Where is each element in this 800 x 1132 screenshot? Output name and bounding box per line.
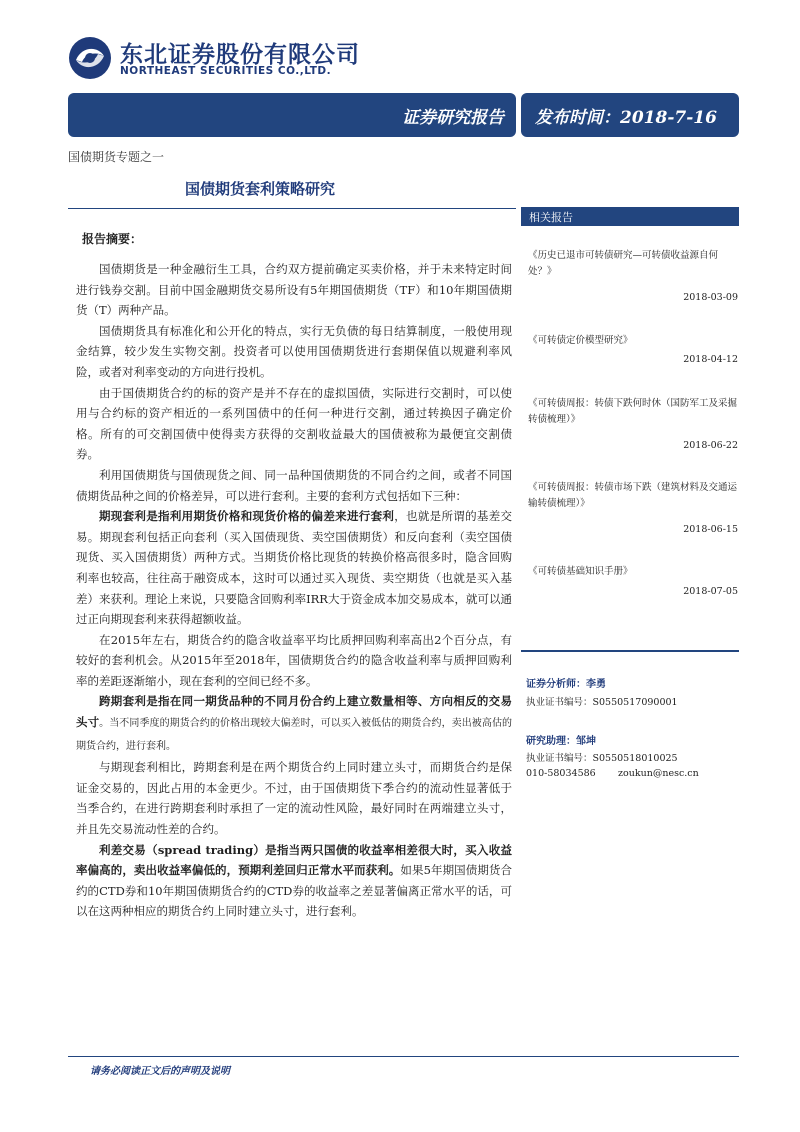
paragraph-4: 利用国债期货与国债现货之间、同一品种国债期货的不同合约之间，或者不同国债期货品种之间的价格差异，可以进行套利。主要的套利方式包括如下三种： xyxy=(76,467,512,503)
sidebar-divider xyxy=(521,650,739,652)
paragraph-5-text: ，也就是所谓的基差交易。期现套利包括正向套利（买入国债现货、卖空国债期货）和反向套利（卖空国债现货、买入国债期货）两种方式。当期货价格比现货的转换价格高很多时，隐含回购利率也较高，往往高于融资成本，这时可以通过买入现货、卖空期货（也就是买入基差）来获利。理论上来说，只要隐含回购利率IRR大于资金成本加交易成本，就可以通过正向期现套利来获得超额收益。 xyxy=(76,509,512,627)
abstract-label: 报告摘要： xyxy=(82,232,143,246)
paragraph-6: 在2015年左右，期货合约的隐含收益率平均比质押回购利率高出2个百分点，有较好的套利机会。从2015年至2018年，国债期货合约的隐含收益利率与质押回购利率的差距逐渐缩小，现在套利的空间已经不多。 xyxy=(76,632,512,688)
company-name-en: NORTHEAST SECURITIES CO.,LTD. xyxy=(120,65,332,77)
related-report-title[interactable]: 《历史已退市可转债研究—可转债收益源自何处？》 xyxy=(528,250,719,277)
related-reports-heading: 相关报告 xyxy=(529,211,573,224)
company-logo-icon xyxy=(68,36,112,80)
company-name-cn: 东北证券股份有限公司 xyxy=(120,42,360,68)
abstract-body xyxy=(76,259,512,922)
related-report-date: 2018-07-05 xyxy=(683,586,738,597)
footer-divider xyxy=(68,1056,739,1057)
related-report-date: 2018-06-15 xyxy=(683,524,738,535)
paragraph-1: 国债期货是一种金融衍生工具，合约双方提前确定买卖价格，并于未来特定时间进行钱券交割。目前中国金融期货交易所设有5年期国债期货（TF）和10年期国债期货（T）两种产品。 xyxy=(76,262,512,318)
publish-date-banner xyxy=(521,93,739,137)
related-report-title[interactable]: 《可转债定价模型研究》 xyxy=(528,335,633,346)
analyst-name: 证券分析师：李勇 xyxy=(526,679,606,690)
assistant-email[interactable]: zoukun@nesc.cn xyxy=(618,768,699,779)
publish-date: 发布时间：2018-7-16 xyxy=(535,108,717,128)
footer-disclaimer[interactable]: 请务必阅读正文后的声明及说明 xyxy=(90,1066,230,1077)
paragraph-2: 国债期货具有标准化和公开化的特点，实行无负债的每日结算制度，一般使用现金结算，较少发生实物交割。投资者可以使用国债期货进行套期保值以规避利率风险，或者对利率变动的方向进行投机。 xyxy=(76,323,512,379)
related-report-date: 2018-04-12 xyxy=(683,354,738,365)
paragraph-9-text: 如果5年期国债期货合约的CTD券和10年期国债期货合约的CTD券的收益率之差显著偏离正常水平的话，可以在这两种相应的期货合约上同时建立头寸，进行套利。 xyxy=(76,863,512,919)
paragraph-7-lead: 跨期套利是指在同一期货品种的不同月份合约上建立数量相等、方向相反的交易头寸 xyxy=(76,694,512,730)
analyst-cert: 执业证书编号：S0550517090001 xyxy=(526,697,678,708)
paragraph-7-text: 。当不同季度的期货合约的价格出现较大偏差时，可以买入被低估的期货合约，卖出被高估的期货合约，进行套利。 xyxy=(76,718,513,752)
related-report-date: 2018-03-09 xyxy=(683,292,738,303)
paragraph-3: 由于国债期货合约的标的资产是并不存在的虚拟国债，实际进行交割时，可以使用与合约标的资产相近的一系列国债中的任何一种进行交割，通过转换因子确定价格。所有的可交割国债中使得卖方获得的交割收益最大的国债被称为最便宜交割债券。 xyxy=(76,385,512,462)
assistant-name: 研究助理：邹坤 xyxy=(526,736,596,747)
related-report-title[interactable]: 《可转债周报：转债下跌何时休（国防军工及采掘转债梳理）》 xyxy=(528,398,738,425)
series-label: 国债期货专题之一 xyxy=(68,150,165,164)
related-reports-header xyxy=(521,207,739,226)
related-report-title[interactable]: 《可转债基础知识手册》 xyxy=(528,566,633,577)
report-type: 证券研究报告 xyxy=(402,108,504,128)
report-type-banner xyxy=(68,93,516,137)
assistant-cert: 执业证书编号：S0550518010025 xyxy=(526,753,678,764)
related-report-date: 2018-06-22 xyxy=(683,440,738,451)
title-divider xyxy=(68,208,516,209)
paragraph-9-lead: 利差交易（spread trading）是指当两只国债的收益率相差很大时，买入收益率偏高的，卖出收益率偏低的，预期利差回归正常水平而获利。 xyxy=(76,842,512,878)
paragraph-8: 与期现套利相比，跨期套利是在两个期货合约上同时建立头寸，而期货合约是保证金交易的，因此占用的本金更少。不过，由于国债期货下季合约的流动性显著低于当季合约，在进行跨期套利时承担了一定的流动性风险，最好同时在两端建立头寸，并且先交易流动性差的合约。 xyxy=(76,760,512,837)
related-report-title[interactable]: 《可转债周报：转债市场下跌（建筑材料及交通运输转债梳理）》 xyxy=(528,482,738,509)
paragraph-7 xyxy=(76,691,512,757)
page-title: 国债期货套利策略研究 xyxy=(184,180,335,198)
paragraph-5-lead: 期现套利是指利用期货价格和现货价格的偏差来进行套利 xyxy=(99,509,395,524)
paragraph-9 xyxy=(76,840,512,922)
assistant-phone: 010-58034586 xyxy=(526,768,596,779)
paragraph-5 xyxy=(76,506,512,630)
